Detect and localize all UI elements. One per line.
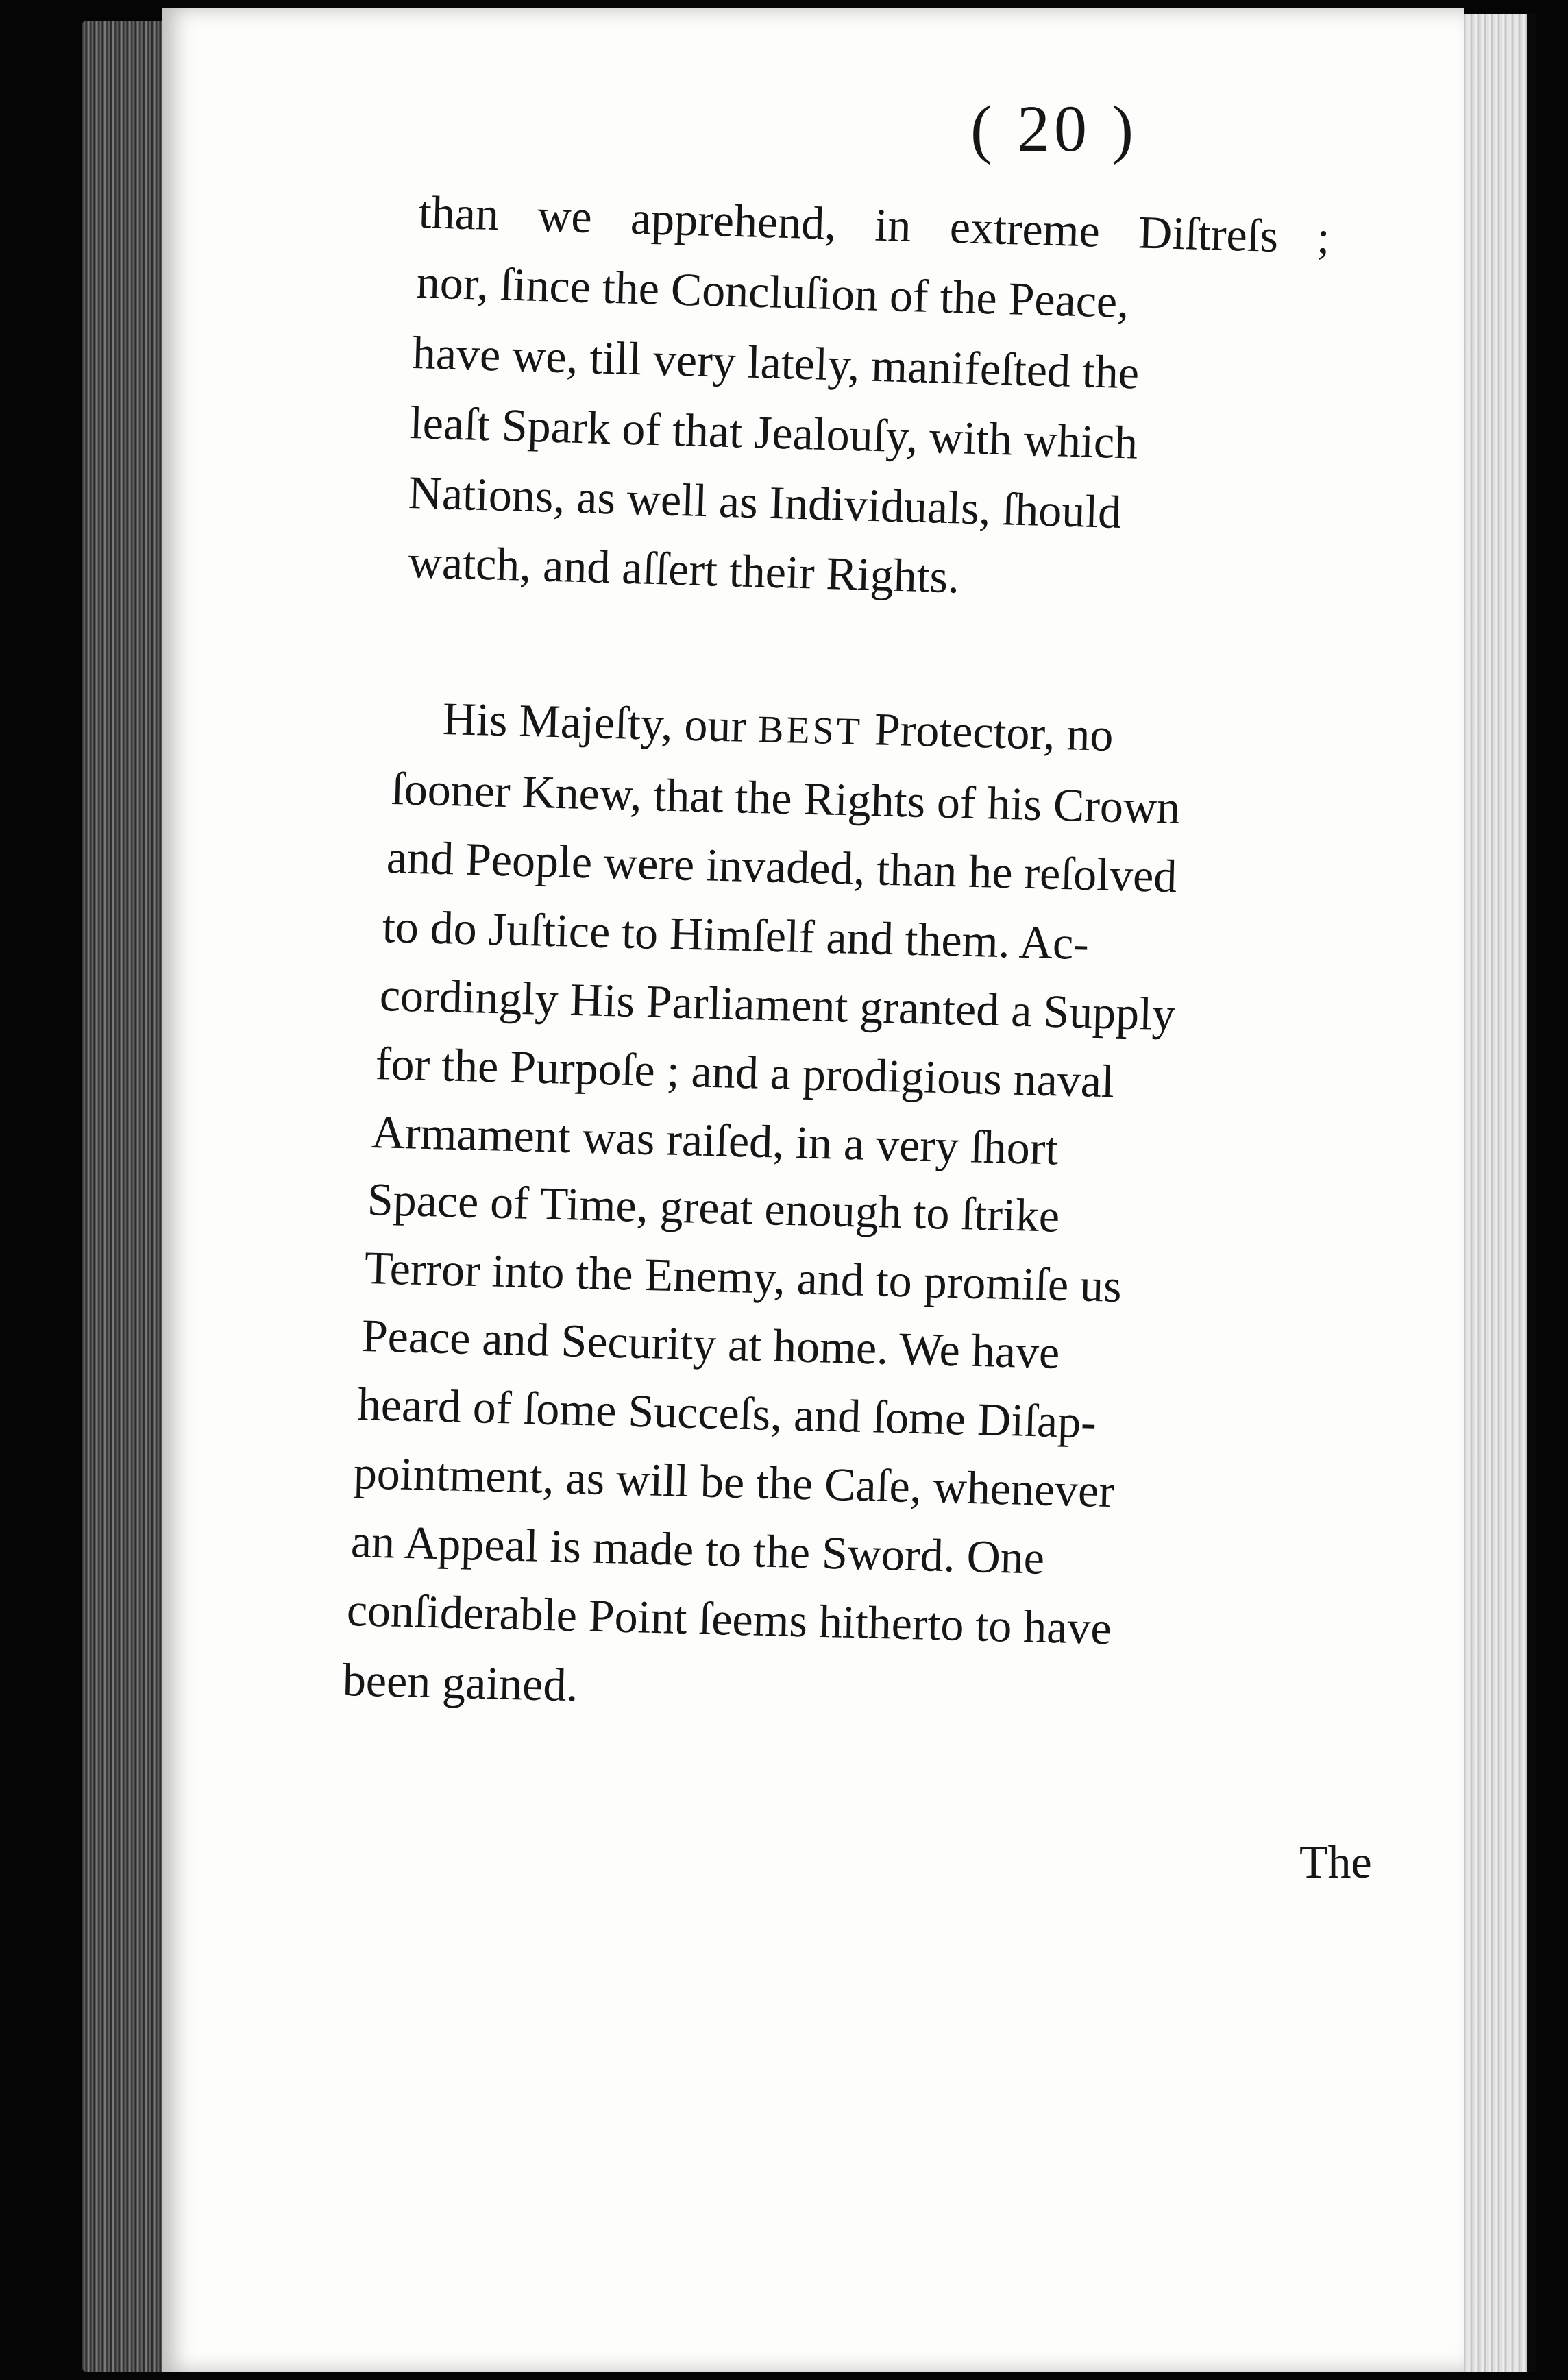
text-line: Terror into the Enemy, and to promiſe us: [364, 1241, 1123, 1312]
catchword: The: [1299, 1836, 1372, 1888]
book-page: [162, 8, 1464, 2372]
text-line: Peace and Security at home. We have: [361, 1309, 1061, 1379]
text-span: His Majeſty, our: [442, 692, 748, 752]
text-line: leaſt Spark of that Jealouſy, with which: [408, 396, 1139, 469]
text-line: nor, ſince the Concluſion of the Peace,: [415, 256, 1130, 328]
text-line: an Appeal is made to the Sword. One: [350, 1515, 1045, 1584]
text-line: Armament was raiſed, in a very ſhort: [371, 1106, 1059, 1175]
text-line: than we apprehend, in extreme Diſtreſs ;: [417, 186, 1331, 264]
text-line: for the Purpoſe ; and a prodigious naval: [375, 1037, 1115, 1108]
text-span: Protector, no: [874, 703, 1114, 761]
text-line: pointment, as will be the Caſe, whenever: [353, 1446, 1115, 1518]
text-line: watch, and aſſert their Rights.: [407, 535, 961, 603]
text-line: and People were invaded, than he reſolved: [386, 831, 1178, 903]
emphasis-best: BEST: [757, 708, 863, 753]
page-number: ( 20 ): [970, 92, 1138, 165]
text-line: [442, 692, 1114, 762]
text-line: to do Juſtice to Himſelf and them. Ac-: [382, 900, 1090, 970]
page-stack-left-edge: [82, 21, 164, 2372]
text-line: conſiderable Point ſeems hitherto to have: [346, 1583, 1112, 1655]
text-line: Space of Time, great enough to ſtrike: [367, 1173, 1061, 1242]
page-stack-right-edge: [1453, 14, 1528, 2372]
text-line: have we, till very lately, manifeſted the: [411, 326, 1140, 399]
text-line: ſooner Knew, that the Rights of his Crown: [391, 762, 1181, 834]
text-line: cordingly His Parliament granted a Supply: [379, 969, 1177, 1041]
text-line: Nations, as well as Individuals, ſhould: [407, 466, 1123, 539]
text-line: been gained.: [342, 1653, 579, 1712]
text-line: heard of ſome Succeſs, and ſome Diſap-: [357, 1378, 1097, 1448]
